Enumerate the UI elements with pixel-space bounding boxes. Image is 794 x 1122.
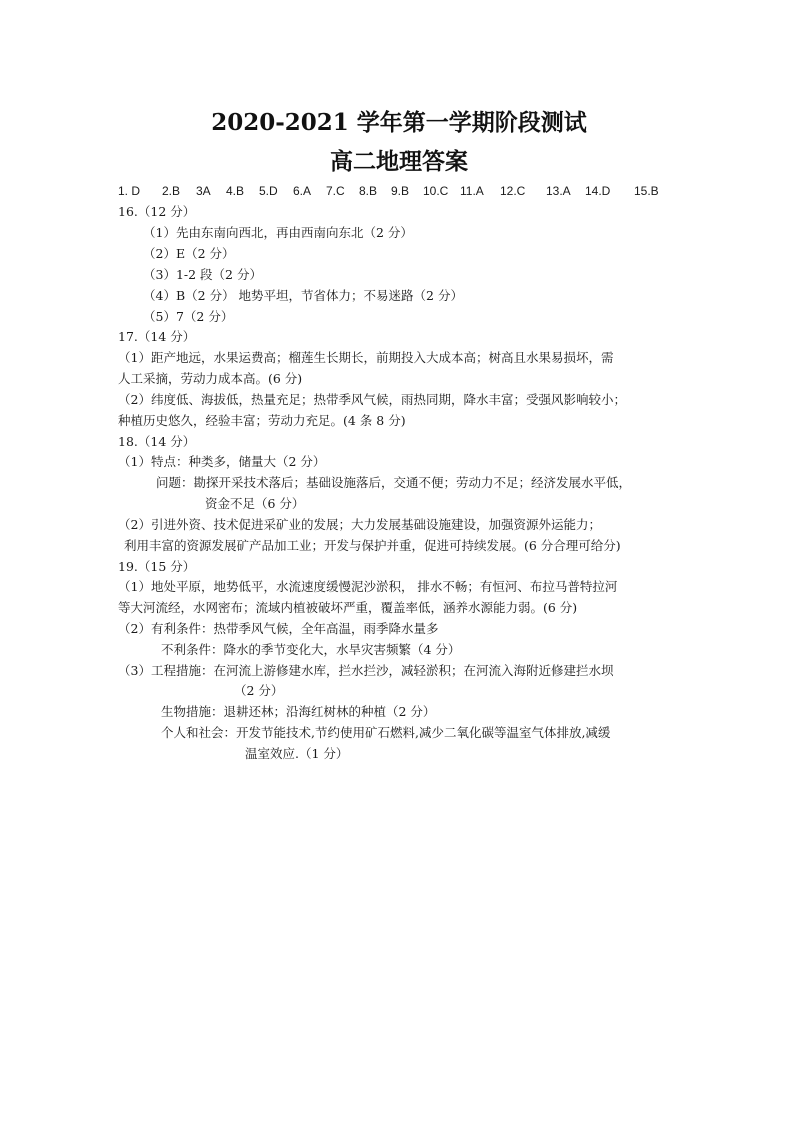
q19-answer-3-line-1: （3）工程措施：在河流上游修建水库，拦水拦沙，减轻淤积；在河流入海附近修建拦水坝 — [118, 663, 614, 678]
q16-answer-4: （4）B（2 分） 地势平坦，节省体力；不易迷路（2 分） — [143, 288, 463, 303]
q18-answer-2-line-2: 利用丰富的资源发展矿产品加工业；开发与保护并重，促进可持续发展。(6 分合理可给分) — [124, 538, 621, 553]
q16-answer-5: （5）7（2 分） — [143, 309, 234, 324]
page-subtitle: 高二地理答案 — [330, 148, 468, 175]
mc-answer: 1. D — [118, 184, 141, 198]
mc-answer: 12.C — [500, 184, 526, 198]
q18-header: 18.（14 分） — [118, 434, 196, 449]
q17-answer-2-line-2: 种植历史悠久，经验丰富；劳动力充足。(4 条 8 分) — [118, 413, 406, 428]
q19-header: 19.（15 分） — [118, 559, 196, 574]
q17-answer-2-line-1: （2）纬度低、海拔低，热量充足；热带季风气候，雨热同期，降水丰富；受强风影响较小； — [118, 392, 626, 407]
page-title: 2020-2021 学年第一学期阶段测试 — [211, 109, 587, 136]
mc-answer: 6.A — [293, 184, 312, 198]
q19-answer-3-line-3: 生物措施：退耕还林；沿海红树林的种植（2 分） — [161, 704, 436, 719]
q16-answer-1: （1）先由东南向西北，再由西南向东北（2 分） — [143, 225, 413, 240]
q18-answer-1-line-3: 资金不足（6 分） — [205, 496, 305, 511]
mc-answer: 7.C — [326, 184, 345, 198]
q17-answer-1-line-1: （1）距产地远，水果运费高；榴莲生长期长，前期投入大成本高；树高且水果易损坏，需 — [118, 350, 614, 365]
q16-header: 16.（12 分） — [118, 204, 196, 219]
mc-answer: 14.D — [585, 184, 611, 198]
q18-answer-1-line-2: 问题：勘探开采技术落后；基础设施落后，交通不便；劳动力不足；经济发展水平低， — [156, 475, 632, 490]
mc-answer: 3A — [196, 184, 211, 198]
q16-answer-2: （2）E（2 分） — [143, 246, 235, 261]
mc-answer: 4.B — [226, 184, 245, 198]
q19-answer-3-line-5: 温室效应.（1 分） — [245, 746, 349, 761]
mc-answer: 10.C — [423, 184, 449, 198]
mc-answer: 8.B — [359, 184, 378, 198]
q19-answer-1-line-2: 等大河流经，水网密布；流域内植被破坏严重，覆盖率低，涵养水源能力弱。(6 分) — [118, 600, 578, 615]
mc-answer: 15.B — [634, 184, 659, 198]
q18-answer-1-line-1: （1）特点：种类多，储量大（2 分） — [118, 454, 326, 469]
q17-header: 17.（14 分） — [118, 329, 196, 344]
mc-answer: 9.B — [391, 184, 410, 198]
q17-answer-1-line-2: 人工采摘，劳动力成本高。(6 分) — [118, 371, 303, 386]
mc-answer: 2.B — [162, 184, 181, 198]
mc-answer: 11.A — [460, 184, 484, 198]
q19-answer-3-line-2: （2 分） — [234, 683, 284, 698]
q18-answer-2-line-1: （2）引进外资、技术促进采矿业的发展；大力发展基础设施建设，加强资源外运能力； — [118, 517, 601, 532]
q19-answer-3-line-4: 个人和社会：开发节能技术,节约使用矿石燃料,减少二氧化碳等温室气体排放,减缓 — [161, 725, 611, 740]
q16-answer-3: （3）1-2 段（2 分） — [143, 267, 262, 282]
mc-answer: 13.A — [546, 184, 571, 198]
q19-answer-1-line-1: （1）地处平原，地势低平，水流速度缓慢泥沙淤积， 排水不畅；有恒河、布拉马普特拉河 — [118, 579, 618, 594]
q19-answer-2-line-1: （2）有利条件：热带季风气候，全年高温，雨季降水量多 — [118, 621, 439, 636]
q19-answer-2-line-2: 不利条件：降水的季节变化大，水旱灾害频繁（4 分） — [161, 642, 461, 657]
mc-answer: 5.D — [259, 184, 278, 198]
